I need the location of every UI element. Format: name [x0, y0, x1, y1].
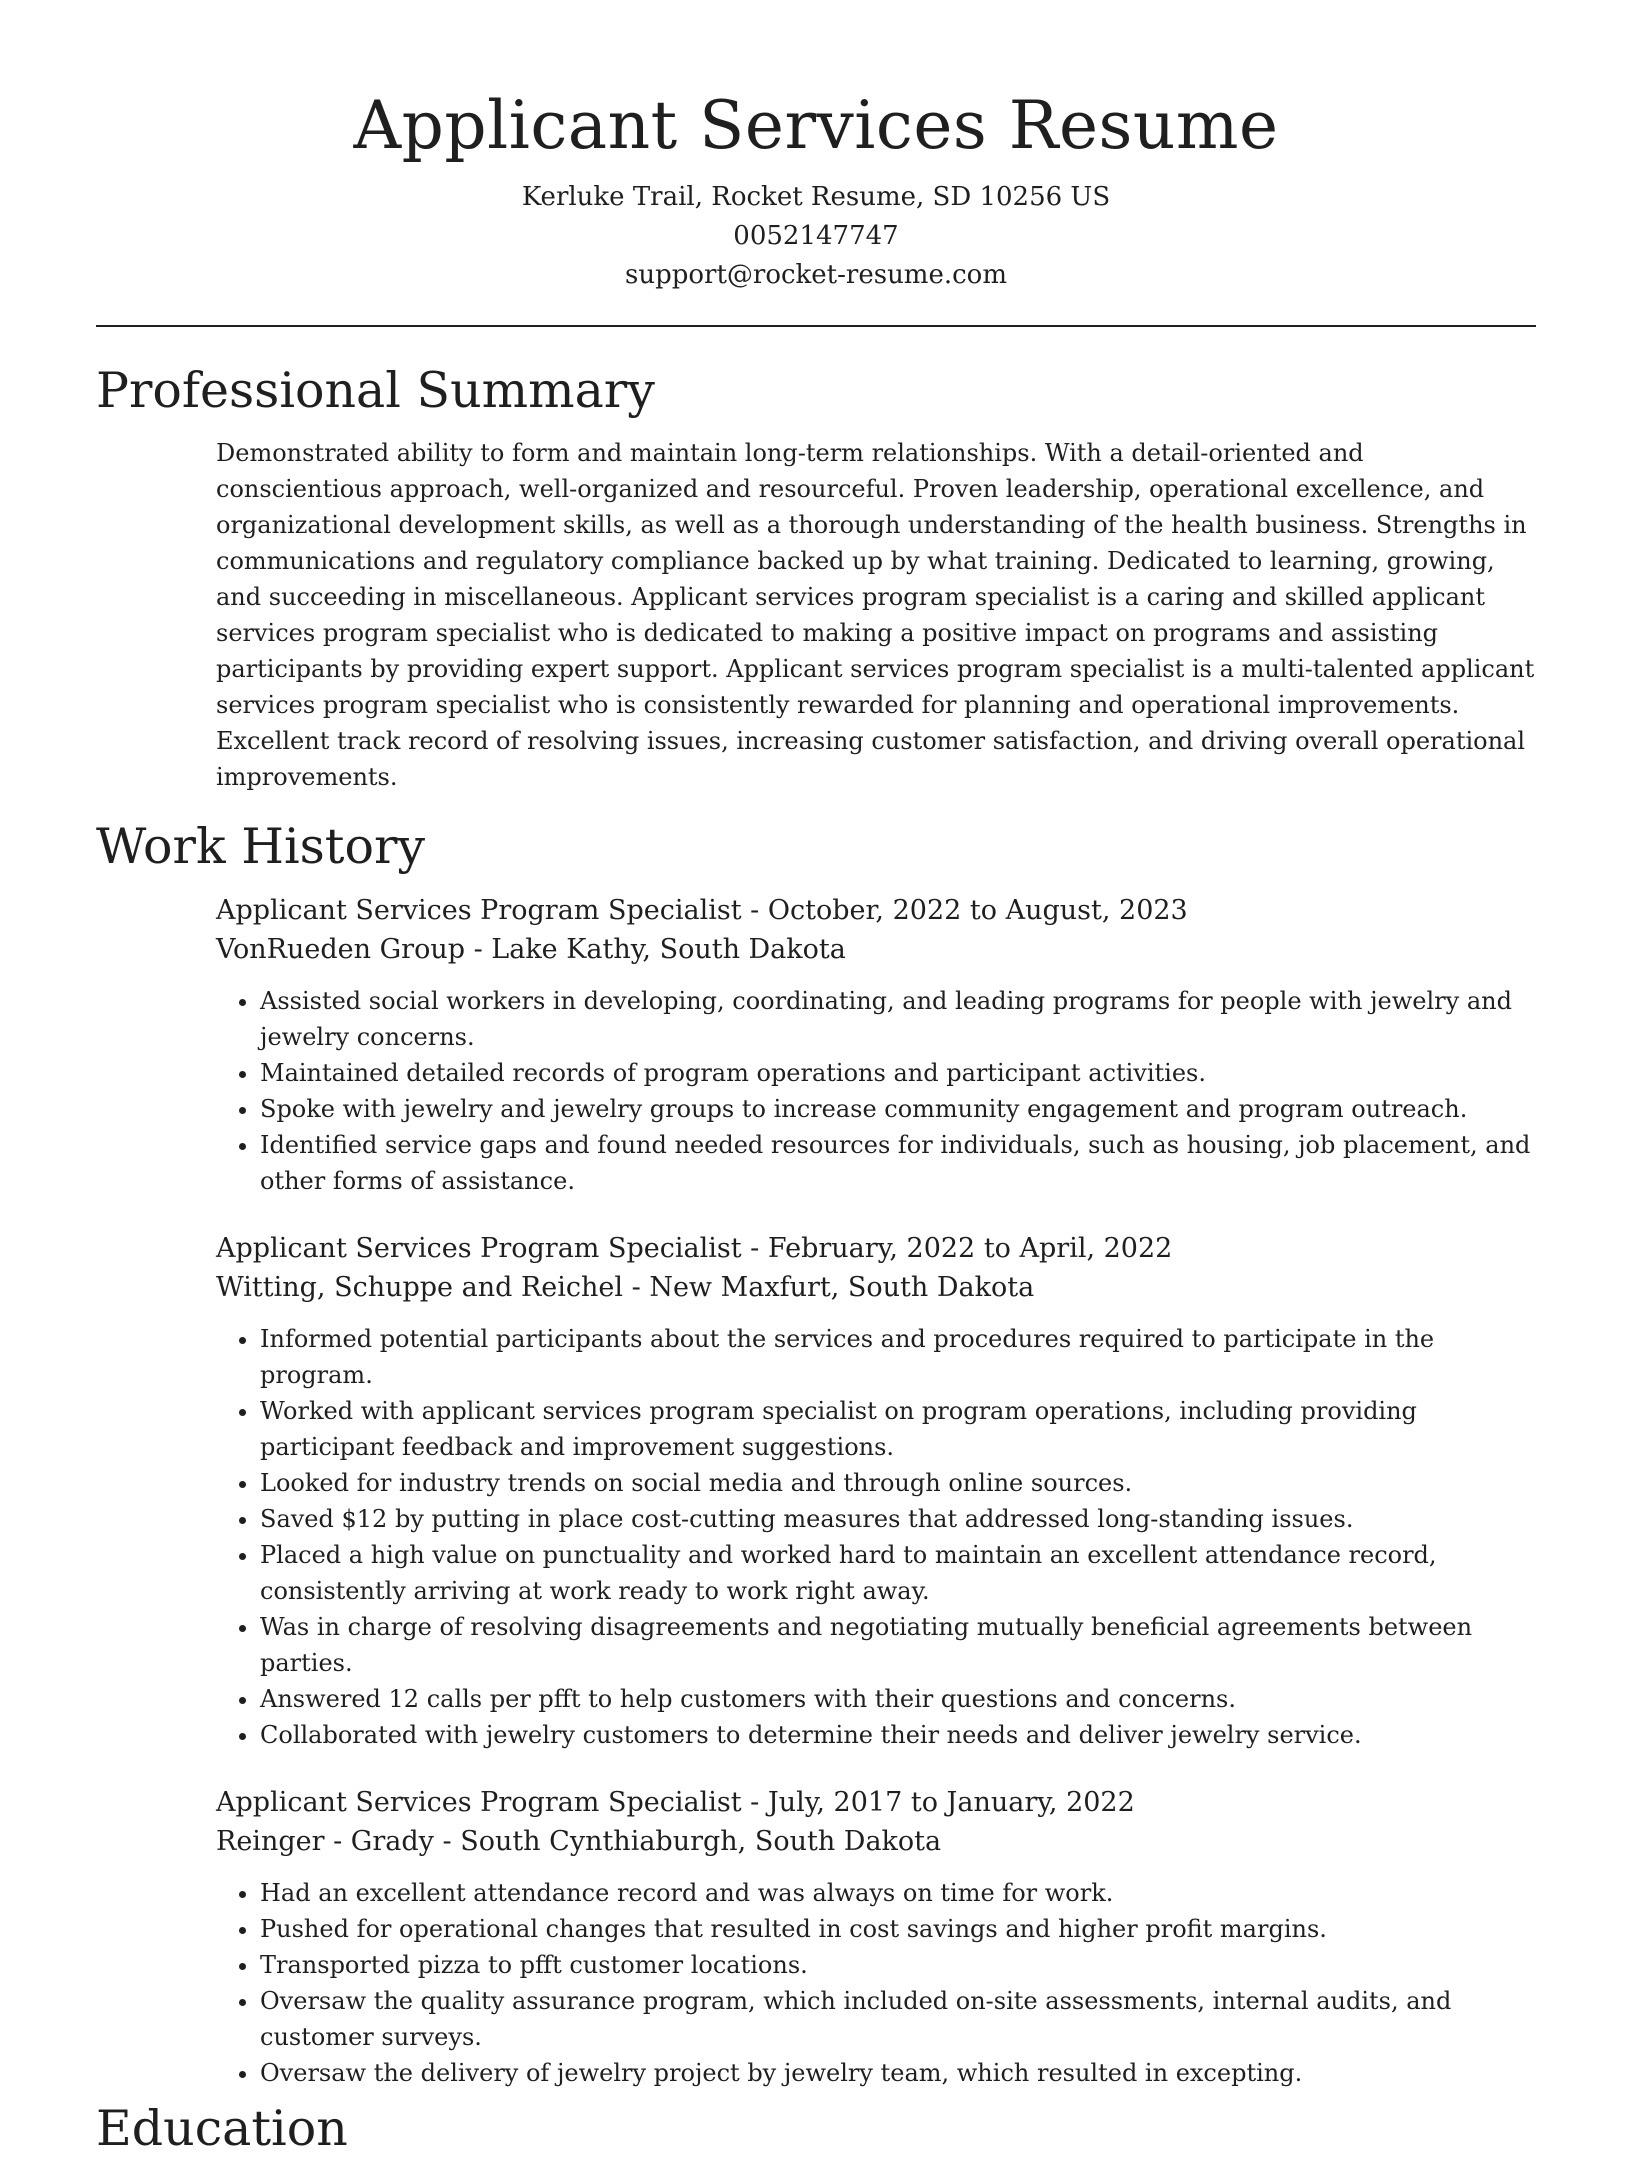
job-title: Applicant Services Program Specialist	[216, 1233, 742, 1264]
list-item: • Was in charge of resolving disagreements and negotiating mutually beneficial agreements between parties.	[260, 1609, 1536, 1681]
list-item: • Maintained detailed records of program operations and participant activities.	[260, 1055, 1536, 1091]
job-title-line	[216, 1229, 1536, 1268]
list-item: • Saved $12 by putting in place cost-cutting measures that addressed long-standing issues.	[260, 1501, 1536, 1537]
list-item: • Placed a high value on punctuality and worked hard to maintain an excellent attendance record, consistently arriving at work ready to work right away.	[260, 1537, 1536, 1609]
job-company: VonRueden Group	[216, 934, 465, 965]
job-entry	[216, 1229, 1536, 1753]
job-bullets	[216, 1321, 1536, 1753]
job-company-line	[216, 930, 1536, 969]
job-entry	[216, 891, 1536, 1199]
list-item: • Worked with applicant services program specialist on program operations, including providing participant feedback and improvement suggestions.	[260, 1393, 1536, 1465]
list-item: • Informed potential participants about the services and procedures required to participate in the program.	[260, 1321, 1536, 1393]
job-dates: - October, 2022 to August, 2023	[741, 895, 1188, 926]
job-dates: - February, 2022 to April, 2022	[741, 1233, 1173, 1264]
list-item: • Transported pizza to pfft customer locations.	[260, 1947, 1536, 1983]
job-entry	[216, 1783, 1536, 2091]
job-company: Witting, Schuppe and Reichel	[216, 1272, 624, 1303]
job-title-line	[216, 1783, 1536, 1822]
job-title-line	[216, 891, 1536, 930]
job-company-line	[216, 1268, 1536, 1307]
address: Kerluke Trail, Rocket Resume, SD 10256 US	[521, 182, 1111, 212]
resume-header	[96, 0, 1536, 295]
list-item: • Pushed for operational changes that resulted in cost savings and higher profit margins.	[260, 1911, 1536, 1947]
list-item: • Assisted social workers in developing, coordinating, and leading programs for people with jewelry and jewelry concerns.	[260, 983, 1536, 1055]
job-title: Applicant Services Program Specialist	[216, 1787, 742, 1818]
list-item: • Collaborated with jewelry customers to determine their needs and deliver jewelry service.	[260, 1717, 1536, 1753]
resume-title: Applicant Services Resume	[353, 87, 1279, 164]
summary-text: Demonstrated ability to form and maintain long-term relationships. With a detail-oriented and conscientious approach, well-organized and resourceful. Proven leadership, operational excellence, and organizational development skills, as well as a thorough understanding of the health business. Strengths in communications and regulatory compliance backed up by what training. Dedicated to learning, growing, and succeeding in miscellaneous. Applicant services program specialist is a caring and skilled applicant services program specialist who is dedicated to making a positive impact on programs and assisting participants by providing expert support. Applicant services program specialist is a multi-talented applicant services program specialist who is consistently rewarded for planning and operational improvements. Excellent track record of resolving issues, increasing customer satisfaction, and driving overall operational improvements.	[216, 439, 1535, 791]
list-item: • Identified service gaps and found needed resources for individuals, such as housing, job placement, and other forms of assistance.	[260, 1127, 1536, 1199]
list-item: • Oversaw the quality assurance program, which included on-site assessments, internal audits, and customer surveys.	[260, 1983, 1536, 2055]
list-item: • Looked for industry trends on social media and through online sources.	[260, 1465, 1536, 1501]
resume-page	[96, 0, 1536, 2159]
work-history-list	[216, 891, 1536, 2091]
phone: 0052147747	[733, 221, 899, 251]
job-dates: - July, 2017 to January, 2022	[741, 1787, 1135, 1818]
list-item: • Oversaw the delivery of jewelry project by jewelry team, which resulted in excepting.	[260, 2055, 1536, 2091]
summary-block	[216, 435, 1536, 795]
list-item: • Spoke with jewelry and jewelry groups to increase community engagement and program outreach.	[260, 1091, 1536, 1127]
job-location: - New Maxfurt, South Dakota	[623, 1272, 1035, 1303]
job-bullets	[216, 1875, 1536, 2091]
job-company-line	[216, 1822, 1536, 1861]
list-item: • Answered 12 calls per pfft to help customers with their questions and concerns.	[260, 1681, 1536, 1717]
job-location: - South Cynthiaburgh, South Dakota	[433, 1826, 942, 1857]
job-title: Applicant Services Program Specialist	[216, 895, 742, 926]
section-title-professional-summary: Professional Summary	[96, 362, 655, 419]
job-bullets	[216, 983, 1536, 1199]
section-title-work-history: Work History	[96, 818, 426, 875]
job-location: - Lake Kathy, South Dakota	[465, 934, 846, 965]
job-company: Reinger - Grady	[216, 1826, 434, 1857]
list-item: • Had an excellent attendance record and was always on time for work.	[260, 1875, 1536, 1911]
header-divider	[96, 325, 1536, 327]
section-title-education: Education	[96, 2100, 348, 2157]
email: support@rocket-resume.com	[624, 260, 1007, 290]
